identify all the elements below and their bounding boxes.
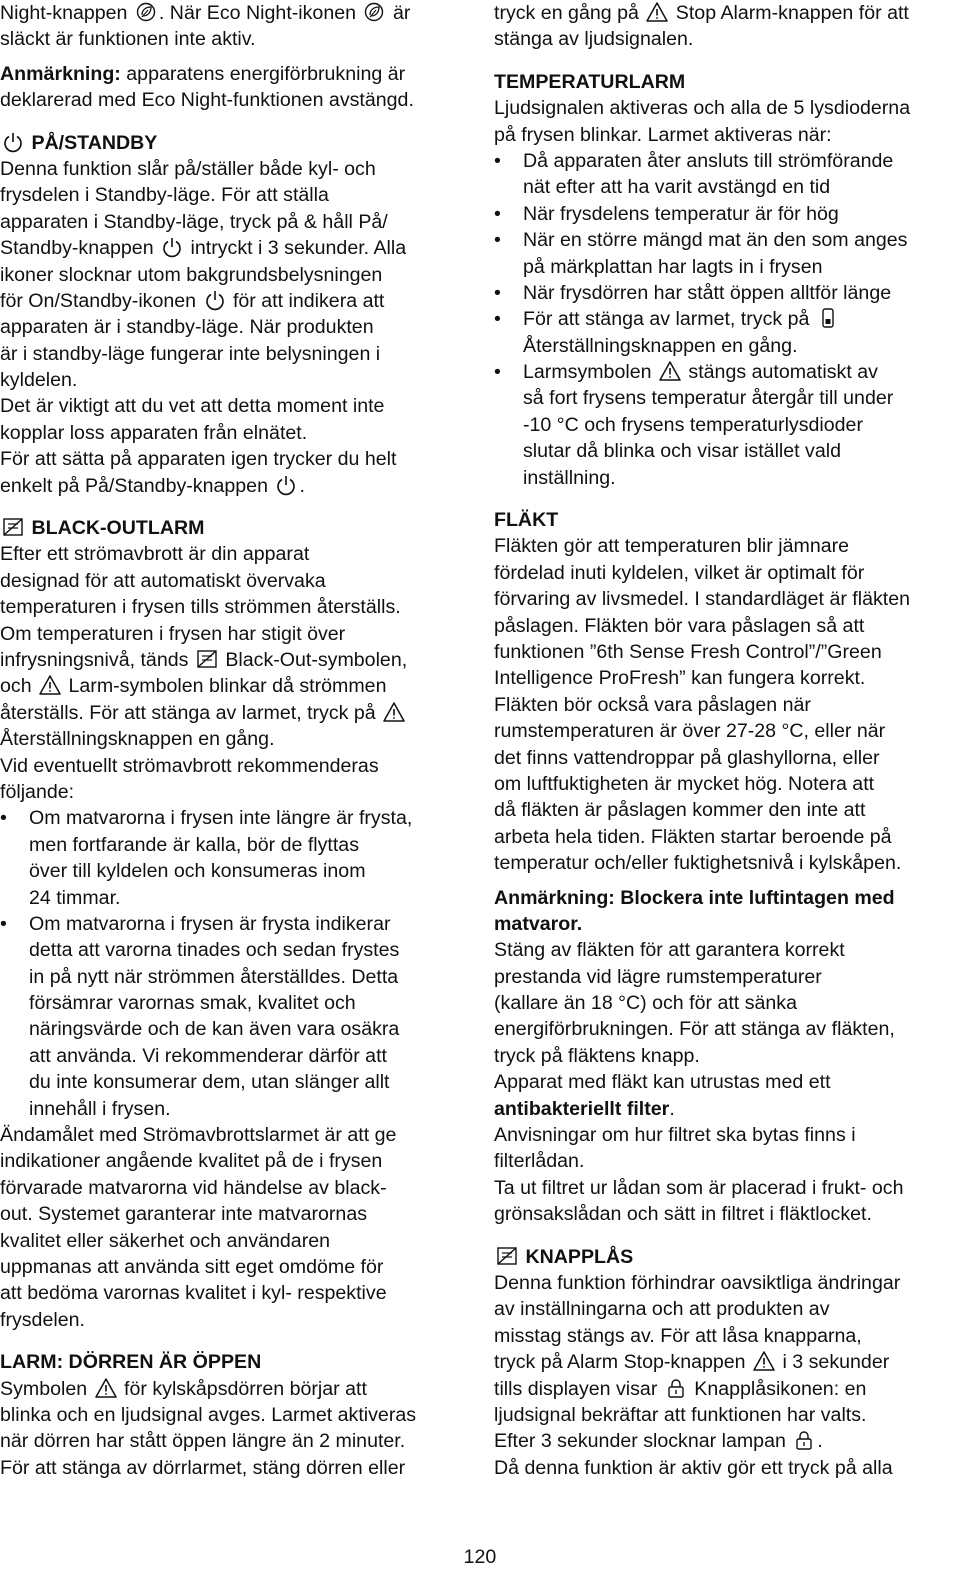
text-line: att bedöma varornas kvalitet i kyl- respektive <box>0 1282 387 1305</box>
text-line: ikoner slocknar utom bakgrundsbelysningen <box>0 263 383 286</box>
text-line: indikationer angående kvalitet på de i frysen <box>0 1150 383 1173</box>
text-line <box>494 1096 960 1122</box>
list-item-cont: detta att varorna tinades och sedan frystes <box>29 939 400 962</box>
list-item-cont: -10 °C och frysens temperaturlysdioder <box>523 413 863 436</box>
text-line: grönsakslådan och sätt in filtret i fläktlocket. <box>494 1203 872 1226</box>
text-line: temperatur och/eller fuktighetsnivå i kylskåpen. <box>494 852 902 875</box>
text: och <box>0 675 32 698</box>
text: återställs. För att stänga av larmet, tryck på <box>0 701 376 724</box>
text-line: misstag stängs av. För att låsa knapparna, <box>494 1324 862 1347</box>
text-line <box>0 473 470 499</box>
list-item: • Om matvarorna i frysen är frysta indikerar <box>0 911 470 937</box>
eco-night-icon <box>363 1 385 23</box>
text-line: kvalitet eller säkerhet och användaren <box>0 1229 331 1252</box>
list-item-cont: inställning. <box>523 466 616 489</box>
fan-heading: FLÄKT <box>494 509 559 532</box>
text: Larmsymbolen <box>523 361 652 384</box>
reset-button-icon <box>817 307 839 329</box>
intro-text: är <box>392 2 411 24</box>
note-line <box>0 61 470 87</box>
text-line: kyldelen. <box>0 369 78 392</box>
power-icon <box>204 289 226 311</box>
list-item-cont: innehåll i frysen. <box>29 1097 171 1120</box>
text-line: apparaten i Standby-läge, tryck på & håll På/ <box>0 210 388 233</box>
keylock-heading <box>494 1244 960 1270</box>
page-number: 120 <box>463 1546 497 1568</box>
text-line: kopplar loss apparaten från elnätet. <box>0 421 308 444</box>
text-line <box>0 1376 470 1402</box>
text-line: när dörren har stått öppen längre än 2 minuter. <box>0 1430 406 1453</box>
list-item-cont: försämrar varornas smak, kvalitet och <box>29 992 356 1015</box>
fan-note: Anmärkning: Blockera inte luftintagen med <box>494 886 895 909</box>
right-column <box>494 0 960 1481</box>
text: Knapplåsikonen: en <box>694 1377 867 1400</box>
text-line: Denna funktion förhindrar oavsiktliga ändringar <box>494 1271 901 1294</box>
text-line: då fläkten är påslagen kommer den inte att <box>494 799 866 822</box>
list-item-cont: näringsvärde och de kan även vara osäkra <box>29 1018 400 1041</box>
list-item: • När frysdörren har stått öppen alltför länge <box>494 280 960 306</box>
text-line: Apparat med fläkt kan utrustas med ett <box>494 1071 831 1094</box>
text-line: Ljudsignalen aktiveras och alla de 5 lysdioderna <box>494 97 911 120</box>
text-line: uppmanas att använda sitt eget omdöme för <box>0 1255 384 1278</box>
note-label: Anmärkning: <box>0 62 121 85</box>
text: . <box>817 1430 823 1453</box>
text: . <box>669 1097 675 1120</box>
text-line: (kallare än 18 °C) och för att sänka <box>494 992 797 1015</box>
note-text: apparatens energiförbrukning är <box>120 62 406 85</box>
blackout-heading-text: BLACK-OUTLARM <box>31 517 205 540</box>
text: Stop Alarm-knappen för att <box>675 2 909 24</box>
text-line: Då denna funktion är aktiv gör ett tryck på alla <box>494 1456 893 1479</box>
text-line: designad för att automatiskt övervaka <box>0 569 326 592</box>
intro-text: Night-knappen <box>0 2 128 24</box>
text-line: Återställningsknappen en gång. <box>0 728 275 751</box>
text-line: filterlådan. <box>494 1150 585 1173</box>
text-line: fördelad inuti kyldelen, vilket är optimalt för <box>494 561 865 584</box>
list-item <box>494 359 960 385</box>
text: Symbolen <box>0 1377 88 1400</box>
warning-icon <box>39 674 61 696</box>
list-item-cont: nät efter att ha varit avstängd en tid <box>523 176 831 199</box>
text-line <box>494 1428 960 1454</box>
text: intryckt i 3 sekunder. Alla <box>190 237 407 260</box>
text-line: Intelligence ProFresh” kan fungera korrekt. <box>494 667 866 690</box>
text-line: För att stänga av dörrlarmet, stäng dörren eller <box>0 1456 406 1479</box>
text-line: apparaten är i standby-läge. När produkten <box>0 316 374 339</box>
list-item-cont: du inte konsumerar dem, utan slänger allt <box>29 1071 390 1094</box>
text-line: förvaring av livsmedel. I standardläget är fläkten <box>494 588 911 611</box>
blackout-heading <box>0 515 470 541</box>
text-line: Ändamålet med Strömavbrottslarmet är att ge <box>0 1124 397 1147</box>
text-line: påslagen. Fläkten bör vara påslagen så att <box>494 614 865 637</box>
text-line: ljudsignal bekräftar att funktionen har valts. <box>494 1403 867 1426</box>
text-line: Anvisningar om hur filtret ska bytas finns i <box>494 1124 856 1147</box>
text: För att stänga av larmet, tryck på <box>523 308 810 331</box>
list-item-cont: över till kyldelen och konsumeras inom <box>29 860 366 883</box>
lock-icon <box>665 1377 687 1399</box>
text: Larm-symbolen blinkar då strömmen <box>68 675 387 698</box>
text: Efter 3 sekunder slocknar lampan <box>494 1430 786 1453</box>
eco-night-icon <box>135 1 157 23</box>
text-line: funktionen ”6th Sense Fresh Control”/”Green <box>494 640 882 663</box>
left-column <box>0 0 470 1481</box>
door-alarm-heading: LARM: DÖRREN ÄR ÖPPEN <box>0 1351 262 1374</box>
text-line: Fläkten bör också vara påslagen när <box>494 693 811 716</box>
text-line: out. Systemet garanterar inte matvarornas <box>0 1203 368 1226</box>
text-line: om luftfuktigheten är mycket hög. Notera att <box>494 772 875 795</box>
text-line: tryck på fläktens knapp. <box>494 1044 700 1067</box>
text-line: blinka och en ljudsignal avges. Larmet aktiveras <box>0 1403 417 1426</box>
text-line: arbeta hela tiden. Fläkten startar beroende på <box>494 825 892 848</box>
warning-icon <box>95 1377 117 1399</box>
text-line: energiförbrukningen. För att stänga av fläkten, <box>494 1018 895 1041</box>
text: tryck en gång på <box>494 2 639 24</box>
filter-bold: antibakteriellt filter <box>494 1097 670 1120</box>
text-line <box>0 288 470 314</box>
text-line <box>0 235 470 261</box>
text-line: frysdelen. <box>0 1308 85 1331</box>
text: tryck på Alarm Stop-knappen <box>494 1351 746 1374</box>
text: för att indikera att <box>232 289 385 312</box>
text-line: prestanda vid lägre rumstemperaturer <box>494 965 822 988</box>
text: tills displayen visar <box>494 1377 658 1400</box>
power-icon <box>275 474 297 496</box>
text-line: rumstemperaturen är över 27-28 °C, eller när <box>494 720 886 743</box>
text-line <box>494 1376 960 1402</box>
text: . <box>299 474 305 497</box>
lock-icon <box>793 1429 815 1451</box>
warning-icon <box>753 1350 775 1372</box>
list-item-cont: slutar då blinka och visar istället vald <box>523 440 842 463</box>
intro-line-1 <box>0 0 470 26</box>
standby-heading-text: PÅ/STANDBY <box>31 131 158 154</box>
text-line <box>494 0 960 26</box>
text-line: Stäng av fläkten för att garantera korrekt <box>494 939 845 962</box>
list-item: • När en större mängd mat än den som anges <box>494 227 960 253</box>
intro-text: . När Eco Night-ikonen <box>158 2 357 24</box>
text: enkelt på På/Standby-knappen <box>0 474 268 497</box>
text: stängs automatiskt av <box>688 361 878 384</box>
text-line: Om temperaturen i frysen har stigit över <box>0 622 346 645</box>
list-item-cont: in på nytt när strömmen återställdes. Detta <box>29 965 399 988</box>
text-line: frysdelen i Standby-läge. För att ställa <box>0 184 329 207</box>
text-line: Vid eventuellt strömavbrott rekommenderas <box>0 754 379 777</box>
text: i 3 sekunder <box>782 1351 890 1374</box>
list-item-cont: 24 timmar. <box>29 886 121 909</box>
text-line: Det är viktigt att du vet att detta moment inte <box>0 395 385 418</box>
text: Standby-knappen <box>0 237 154 260</box>
text-line: på frysen blinkar. Larmet aktiveras när: <box>494 123 832 146</box>
text-line: förvarade matvarorna vid händelse av black- <box>0 1176 387 1199</box>
standby-heading <box>0 130 470 156</box>
blackout-icon <box>2 516 24 538</box>
list-item-cont: så fort frysens temperatur återgår till under <box>523 387 894 410</box>
list-item <box>494 306 960 332</box>
power-icon <box>161 236 183 258</box>
list-item-cont: på märkplattan har lagts in i frysen <box>523 255 823 278</box>
text-line: Denna funktion slår på/ställer både kyl- och <box>0 157 376 180</box>
list-item-cont: Återställningsknappen en gång. <box>523 334 798 357</box>
warning-icon <box>659 360 681 382</box>
power-icon <box>2 131 24 153</box>
note-text: deklarerad med Eco Night-funktionen avstängd. <box>0 89 414 112</box>
text: Black-Out-symbolen, <box>225 648 408 671</box>
text-line: följande: <box>0 780 75 803</box>
list-item: • Om matvarorna i frysen inte längre är frysta, <box>0 805 470 831</box>
text-line: För att sätta på apparaten igen trycker du helt <box>0 448 397 471</box>
fan-note: matvaror. <box>494 912 583 935</box>
list-item-cont: men fortfarande är kalla, bör de flyttas <box>29 833 359 856</box>
text-line <box>0 673 470 699</box>
text: för kylskåpsdörren börjar att <box>124 1377 367 1400</box>
list-item: • Då apparaten åter ansluts till strömförande <box>494 148 960 174</box>
text-line: temperaturen i frysen tills strömmen återställs. <box>0 596 401 619</box>
keylock-symbol-icon <box>496 1245 518 1267</box>
blackout-icon <box>196 648 218 670</box>
keylock-heading-text: KNAPPLÅS <box>525 1245 634 1268</box>
text-line: stänga av ljudsignalen. <box>494 28 694 51</box>
text-line <box>0 647 470 673</box>
text-line: är i standby-läge fungerar inte belysningen i <box>0 342 381 365</box>
temperature-alarm-heading: TEMPERATURLARM <box>494 70 686 93</box>
text-line: av inställningarna och att produkten av <box>494 1298 830 1321</box>
text: för On/Standby-ikonen <box>0 289 197 312</box>
text: infrysningsnivå, tänds <box>0 648 189 671</box>
text-line: Ta ut filtret ur lådan som är placerad i frukt- och <box>494 1176 904 1199</box>
list-item-cont: att använda. Vi rekommenderar därför att <box>29 1044 387 1067</box>
text-line <box>494 1349 960 1375</box>
intro-line-2: släckt är funktionen inte aktiv. <box>0 28 256 51</box>
text-line: Efter ett strömavbrott är din apparat <box>0 543 310 566</box>
warning-icon <box>646 1 668 23</box>
text-line: det finns vattendroppar på glashyllorna, eller <box>494 746 880 769</box>
text-line: Fläkten gör att temperaturen blir jämnare <box>494 535 850 558</box>
text-line <box>0 700 470 726</box>
warning-icon <box>383 701 405 723</box>
list-item: • När frysdelens temperatur är för hög <box>494 201 960 227</box>
